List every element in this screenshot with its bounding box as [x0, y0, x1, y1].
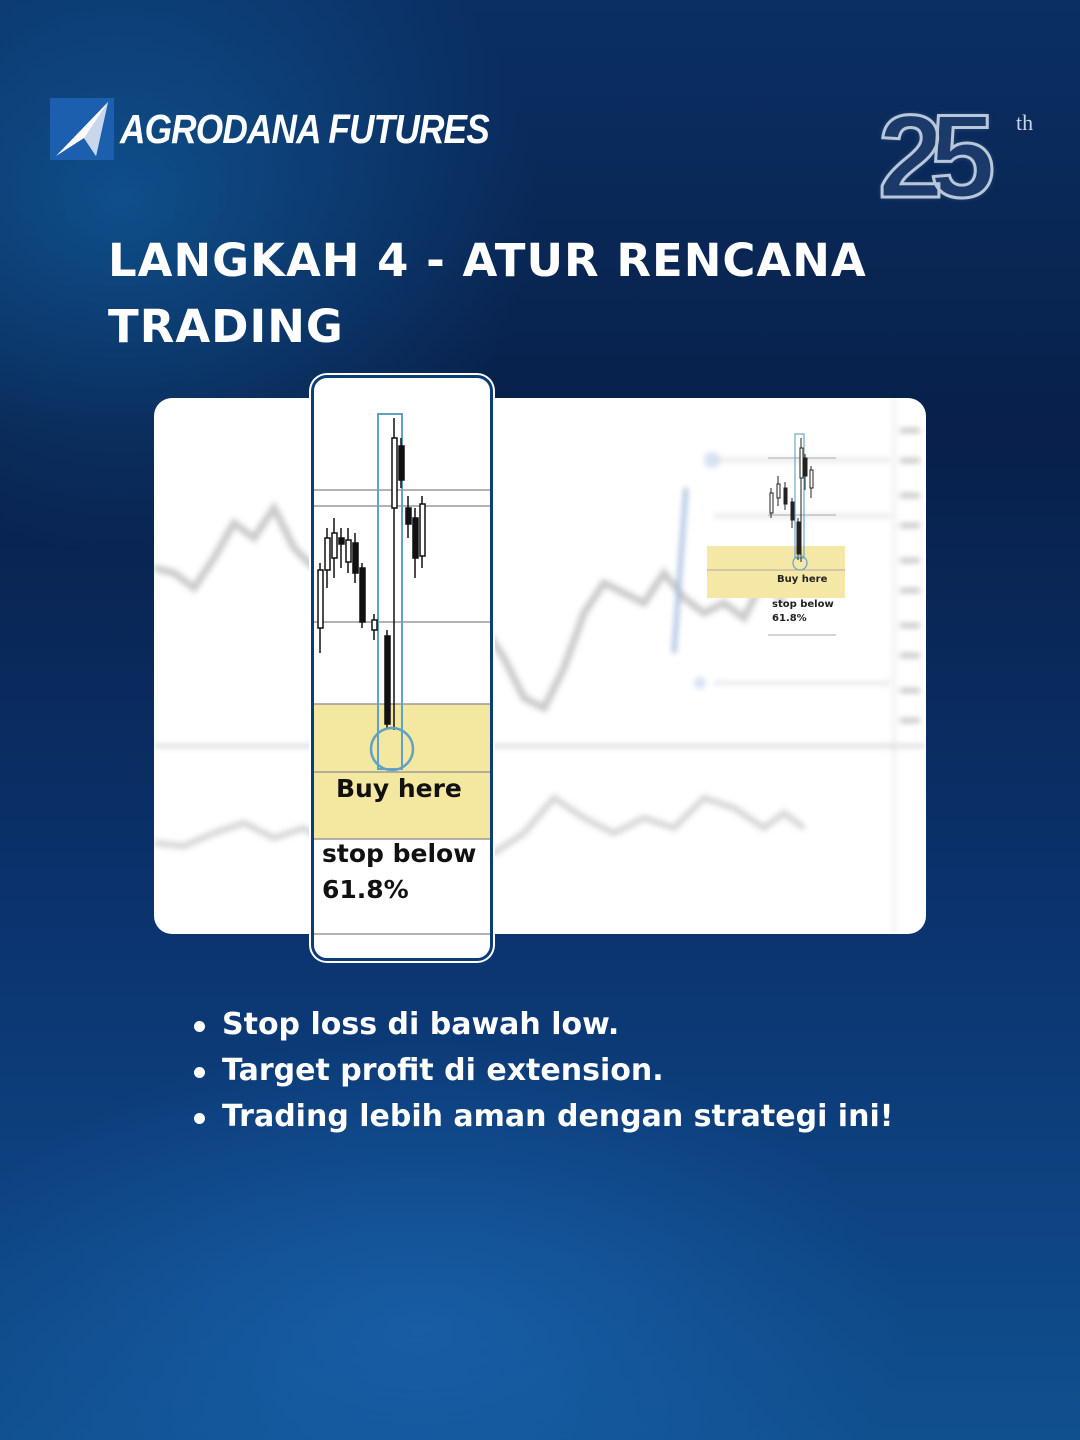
- anniversary-suffix: th: [1016, 110, 1034, 135]
- bullet-dot-icon: [194, 1113, 205, 1124]
- zoomed-chart-inset: [311, 375, 493, 961]
- mini-candlestick-chart: [154, 398, 926, 934]
- anniversary-badge: [878, 92, 1048, 228]
- brand-name: AGRODANA FUTURES: [120, 106, 489, 152]
- mini-stop-label: stop below 61.8%: [772, 599, 834, 624]
- brand-logo: [50, 98, 490, 160]
- bullet-list: [190, 1002, 893, 1140]
- mini-buy-label: Buy here: [777, 574, 828, 585]
- bullet-text: Target profit di extension.: [222, 1053, 664, 1088]
- list-item: [190, 1002, 893, 1048]
- bullet-text: Stop loss di bawah low.: [222, 1007, 620, 1042]
- anniversary-number: 25: [878, 91, 982, 223]
- stop-below-label: stop below 61.8%: [322, 839, 477, 904]
- paper-plane-arrow-icon: [50, 98, 114, 160]
- list-item: [190, 1048, 893, 1094]
- chart-screenshot: [154, 398, 926, 934]
- bullet-dot-icon: [194, 1021, 205, 1032]
- bullet-dot-icon: [194, 1067, 205, 1078]
- bullet-text: Trading lebih aman dengan strategi ini!: [222, 1099, 894, 1134]
- buy-here-label: Buy here: [336, 774, 462, 803]
- list-item: [190, 1094, 893, 1140]
- page-title: LANGKAH 4 - ATUR RENCANA TRADING: [108, 234, 867, 353]
